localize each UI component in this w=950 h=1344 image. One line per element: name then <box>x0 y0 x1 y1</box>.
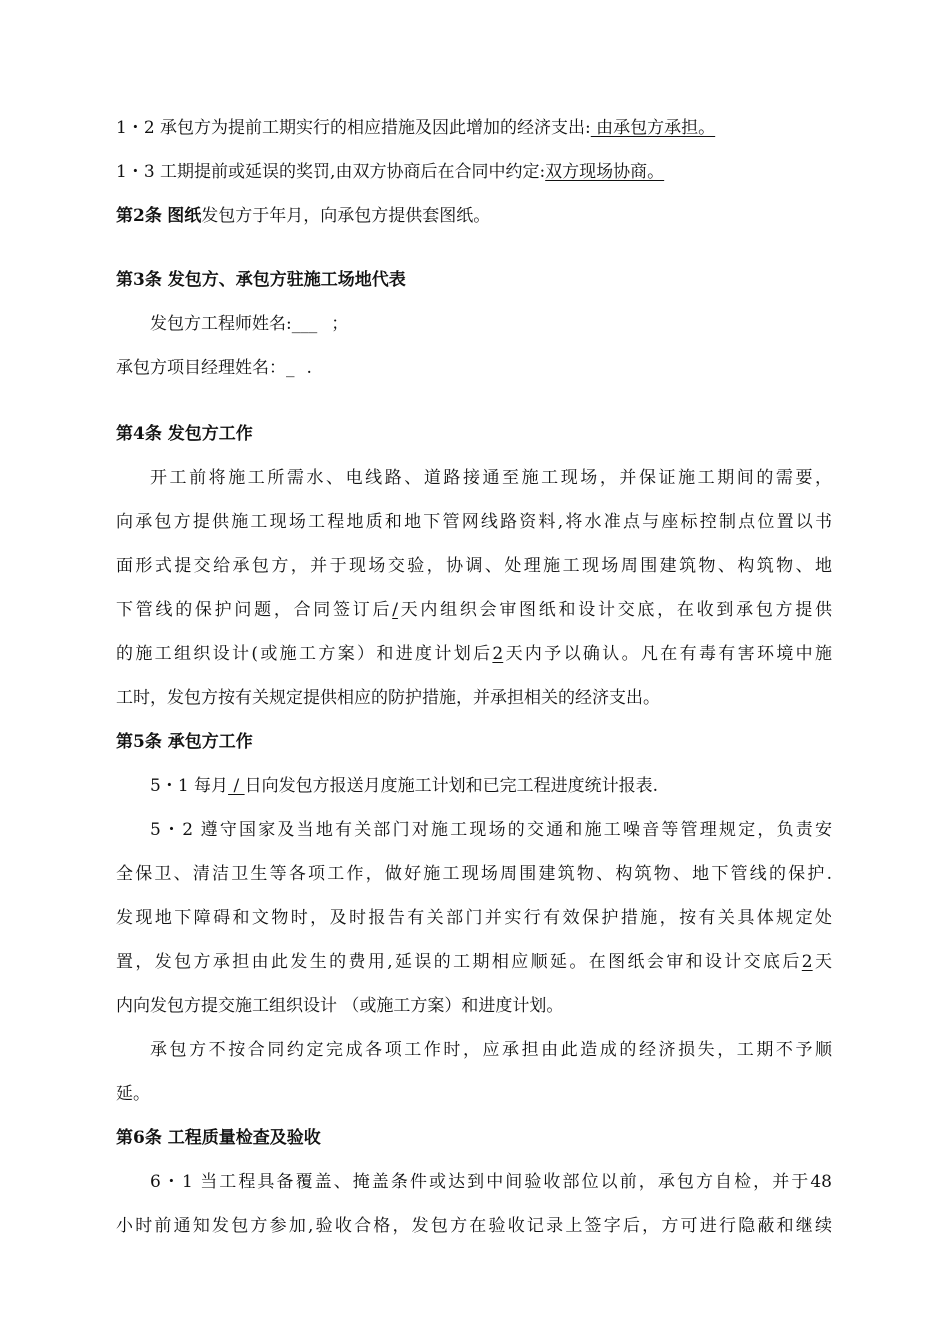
engineer-end: ； <box>331 314 349 334</box>
clause-5-2-line-4-b: 天 <box>812 952 832 972</box>
clause-3-heading: 第3条 <box>116 270 162 290</box>
clause-1-3 <box>116 160 664 184</box>
clause-6-title: 工程质量检查及验收 <box>167 1128 321 1148</box>
clause-2 <box>116 204 490 228</box>
clause-2-title: 图纸 <box>167 206 202 226</box>
clause-4-line-5 <box>116 642 832 666</box>
clause-5-1-b: 日向发包方报送月度施工计划和已完工程进度统计报表. <box>244 776 658 796</box>
clause-6-line-2: 小时前通知发包方参加,验收合格，发包方在验收记录上签字后，方可进行隐蔽和继续 <box>116 1216 832 1236</box>
clause-4-heading-line <box>116 422 253 446</box>
clause-4-line-4 <box>116 598 832 622</box>
clause-4-line-4-a: 下管线的保护问题，合同签订后 <box>116 600 393 620</box>
clause-4-line-5-a: 的施工组织设计(或施工方案）和进度计划后 <box>116 644 493 664</box>
clause-6-heading-line <box>116 1126 321 1150</box>
clause-4-heading: 第4条 <box>116 424 162 444</box>
clause-5-1 <box>150 774 658 798</box>
manager-label: 承包方项目经理姓名： <box>116 358 286 378</box>
clause-4-line-1: 开工前将施工所需水、电线路、道路接通至施工现场，并保证施工期间的需要， <box>150 468 832 488</box>
clause-4-line-6: 工时，发包方按有关规定提供相应的防护措施，并承担相关的经济支出。 <box>116 688 660 708</box>
clause-4-title: 发包方工作 <box>167 424 253 444</box>
clause-3-title: 发包方、承包方驻施工场地代表 <box>167 270 406 290</box>
days-review-value: / <box>392 600 398 620</box>
clause-3-heading-line <box>116 268 406 292</box>
clause-5-2-line-4-a: 置，发包方承担由此发生的费用,延误的工期相应顺延。在图纸会审和设计交底后 <box>116 952 802 972</box>
clause-5-2-line-4 <box>116 950 832 974</box>
clause-5-2-line-5: 内向发包方提交施工组织设计 （或施工方案）和进度计划。 <box>116 996 564 1016</box>
clause-1-3-text: 1・3 工期提前或延误的奖罚,由双方协商后在合同中约定: <box>116 162 546 182</box>
monthly-day-value: / <box>228 776 245 796</box>
clause-5-2-line-2: 全保卫、清洁卫生等各项工作，做好施工现场周围建筑物、构筑物、地下管线的保护. <box>116 864 832 884</box>
clause-2-text: 发包方于年月，向承包方提供套图纸。 <box>201 206 491 226</box>
manager-line <box>116 356 312 380</box>
clause-5-1-a: 5・1 每月 <box>150 776 229 796</box>
clause-1-2 <box>116 116 715 140</box>
clause-5-3-line-2: 延。 <box>116 1084 150 1104</box>
clause-2-heading: 第2条 <box>116 206 162 226</box>
clause-5-title: 承包方工作 <box>167 732 253 752</box>
days-confirm-value: 2 <box>492 644 504 664</box>
clause-4-line-2: 向承包方提供施工现场工程地质和地下管网线路资料,将水准点与座标控制点位置以书 <box>116 512 832 532</box>
clause-5-2-line-1: 5・2 遵守国家及当地有关部门对施工现场的交通和施工噪音等管理规定，负责安 <box>150 820 832 840</box>
clause-6-line-1: 6・1 当工程具备覆盖、掩盖条件或达到中间验收部位以前，承包方自检，并于48 <box>150 1172 832 1192</box>
clause-4-line-3: 面形式提交给承包方，并于现场交验，协调、处理施工现场周围建筑物、构筑物、地 <box>116 556 832 576</box>
engineer-line <box>150 312 348 336</box>
clause-4-line-4-b: 天内组织会审图纸和设计交底，在收到承包方提供 <box>397 600 833 620</box>
engineer-label: 发包方工程师姓名: <box>150 314 292 334</box>
clause-4-line-5-b: 天内予以确认。凡在有毒有害环境中施 <box>503 644 832 664</box>
clause-5-heading: 第5条 <box>116 732 162 752</box>
clause-1-3-answer: 双方现场协商。 <box>545 162 665 182</box>
manager-end: . <box>306 358 312 378</box>
days-submit-value: 2 <box>801 952 813 972</box>
clause-1-2-answer: 由承包方承担。 <box>590 118 716 138</box>
clause-5-heading-line <box>116 730 253 754</box>
clause-5-3-line-1: 承包方不按合同约定完成各项工作时，应承担由此造成的经济损失，工期不予顺 <box>150 1040 832 1060</box>
engineer-value: ___ <box>291 314 318 334</box>
manager-value: _ <box>286 358 295 378</box>
clause-6-heading: 第6条 <box>116 1128 162 1148</box>
clause-1-2-text: 1・2 承包方为提前工期实行的相应措施及因此增加的经济支出: <box>116 118 591 138</box>
clause-5-2-line-3: 发现地下障碍和文物时，及时报告有关部门并实行有效保护措施，按有关具体规定处 <box>116 908 832 928</box>
